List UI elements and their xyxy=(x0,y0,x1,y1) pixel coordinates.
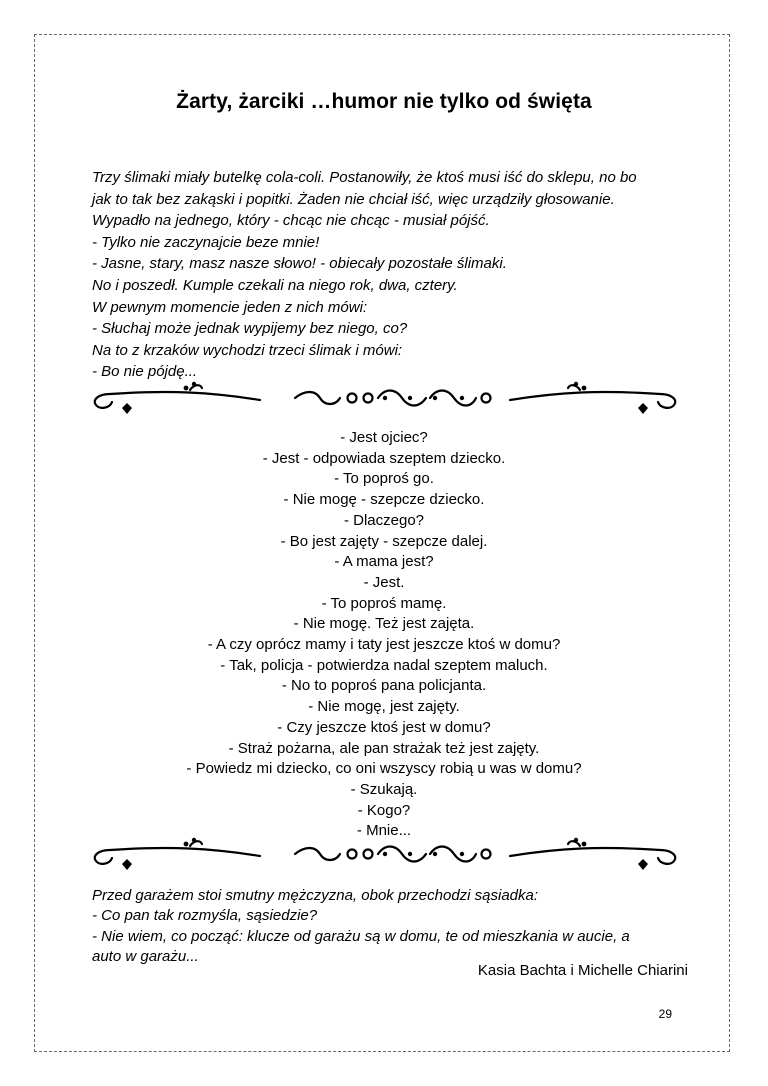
story-line: No i poszedł. Kumple czekali na niego rok, dwa, cztery. xyxy=(92,276,458,294)
dialog-line: - Dlaczego? xyxy=(343,511,425,529)
dialog-line: - Powiedz mi dziecko, co oni wszyscy robią u was w domu? xyxy=(186,760,582,778)
page-number: 29 xyxy=(658,1007,672,1021)
dialog-line: - Mnie... xyxy=(356,822,412,840)
dialog-line: - Nie mogę. Też jest zajęta. xyxy=(293,615,475,633)
phone-dialog-joke xyxy=(0,428,768,842)
dialog-line: - A czy oprócz mamy i taty jest jeszcze ktoś w domu? xyxy=(207,636,561,654)
ornamental-divider-top xyxy=(90,380,680,416)
story-line: jak to tak bez zakąski i popitki. Żaden nie chciał iść, więc urządziły głosowanie. xyxy=(92,190,615,208)
story-line: Wypadło na jednego, który - chcąc nie chcąc - musiał pójść. xyxy=(92,212,490,230)
story-line: - Bo nie pójdę... xyxy=(92,363,198,381)
dialog-line: - Jest - odpowiada szeptem dziecko. xyxy=(262,449,506,467)
dialog-line: - Jest ojciec? xyxy=(340,429,428,446)
story-line: - Jasne, stary, masz nasze słowo! - obiecały pozostałe ślimaki. xyxy=(92,255,507,273)
story-line: - Tylko nie zaczynajcie beze mnie! xyxy=(92,233,320,251)
author-credit: Kasia Bachta i Michelle Chiarini xyxy=(477,962,688,979)
closing-line: Przed garażem stoi smutny mężczyzna, obok przechodzi sąsiadka: xyxy=(92,887,539,904)
story-line: W pewnym momencie jeden z nich mówi: xyxy=(92,298,368,316)
story-line: Na to z krzaków wychodzi trzeci ślimak i mówi: xyxy=(92,341,403,359)
story-line: - Słuchaj może jednak wypijemy bez niego, co? xyxy=(92,320,408,338)
dialog-line: - No to poproś pana policjanta. xyxy=(281,677,487,695)
closing-line: - Co pan tak rozmyśla, sąsiedzie? xyxy=(92,907,318,925)
dialog-line: - Szukają. xyxy=(350,780,418,798)
dialog-line: - Kogo? xyxy=(357,801,411,819)
page-title: Żarty, żarciki …humor nie tylko od święta xyxy=(176,90,592,113)
dialog-line: - Nie mogę - szepcze dziecko. xyxy=(283,491,485,509)
dialog-line: - Nie mogę, jest zajęty. xyxy=(308,698,460,716)
dialog-line: - Bo jest zajęty - szepcze dalej. xyxy=(280,532,488,550)
dialog-line: - A mama jest? xyxy=(334,553,434,571)
closing-line: - Nie wiem, co począć: klucze od garażu są w domu, te od mieszkania w aucie, a xyxy=(92,927,630,945)
garage-joke xyxy=(92,886,692,967)
dialog-line: - Tak, policja - potwierdza nadal szeptem maluch. xyxy=(220,656,548,674)
closing-line: auto w garażu... xyxy=(92,947,199,965)
dialog-line: - To poproś go. xyxy=(334,470,434,488)
story-line: Trzy ślimaki miały butelkę cola-coli. Postanowiły, że ktoś musi iść do sklepu, no bo xyxy=(92,169,637,186)
dialog-line: - Czy jeszcze ktoś jest w domu? xyxy=(277,718,491,736)
dialog-line: - Straż pożarna, ale pan strażak też jest zajęty. xyxy=(228,739,540,757)
dialog-line: - Jest. xyxy=(363,573,405,591)
snail-joke xyxy=(92,167,692,383)
dialog-line: - To poproś mamę. xyxy=(321,594,447,612)
ornamental-divider-bottom xyxy=(90,836,680,872)
